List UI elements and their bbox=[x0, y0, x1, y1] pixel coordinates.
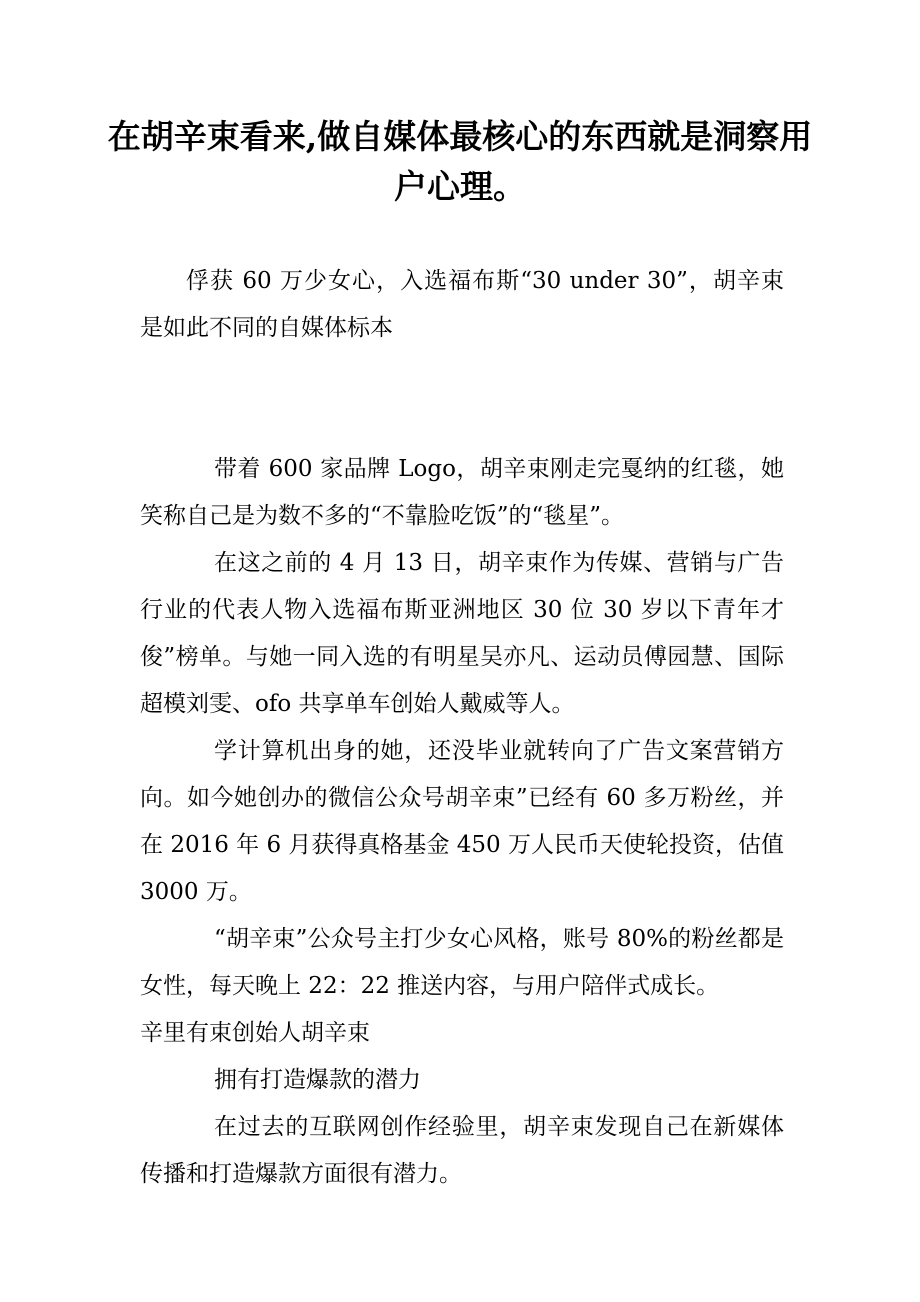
document-title: 在胡辛束看来,做自媒体最核心的东西就是洞察用户心理。 bbox=[107, 117, 813, 206]
paragraph: “胡辛束”公众号主打少女心风格，账号 80%的粉丝都是女性，每天晚上 22：22 推送内容，与用户陪伴式成长。 bbox=[140, 926, 784, 999]
section-heading: 拥有打造爆款的潜力 bbox=[214, 1067, 421, 1093]
paragraph-lead: 俘获 60 万少女心，入选福布斯“30 under 30”，胡辛束是如此不同的自媒体标本 bbox=[140, 268, 784, 341]
document-body bbox=[140, 258, 784, 1198]
image-caption: 辛里有束创始人胡辛束 bbox=[140, 1020, 370, 1046]
paragraph: 带着 600 家品牌 Logo，胡辛束刚走完戛纳的红毯，她笑称自己是为数不多的“不靠脸吃饭”的“毯星”。 bbox=[140, 456, 784, 529]
paragraph-gap bbox=[140, 352, 784, 446]
paragraph: 在这之前的 4 月 13 日，胡辛束作为传媒、营销与广告行业的代表人物入选福布斯亚洲地区 30 位 30 岁以下青年才俊”榜单。与她一同入选的有明星吴亦凡、运动员傅园慧、国际超模刘雯、ofo 共享单车创始人戴威等人。 bbox=[140, 550, 784, 717]
paragraph: 学计算机出身的她，还没毕业就转向了广告文案营销方向。如今她创办的微信公众号胡辛束”已经有 60 多万粉丝，并在 2016 年 6 月获得真格基金 450 万人民币天使轮投资，估值 3000 万。 bbox=[140, 738, 784, 905]
paragraph: 在过去的互联网创作经验里，胡辛束发现自己在新媒体传播和打造爆款方面很有潜力。 bbox=[140, 1114, 784, 1187]
